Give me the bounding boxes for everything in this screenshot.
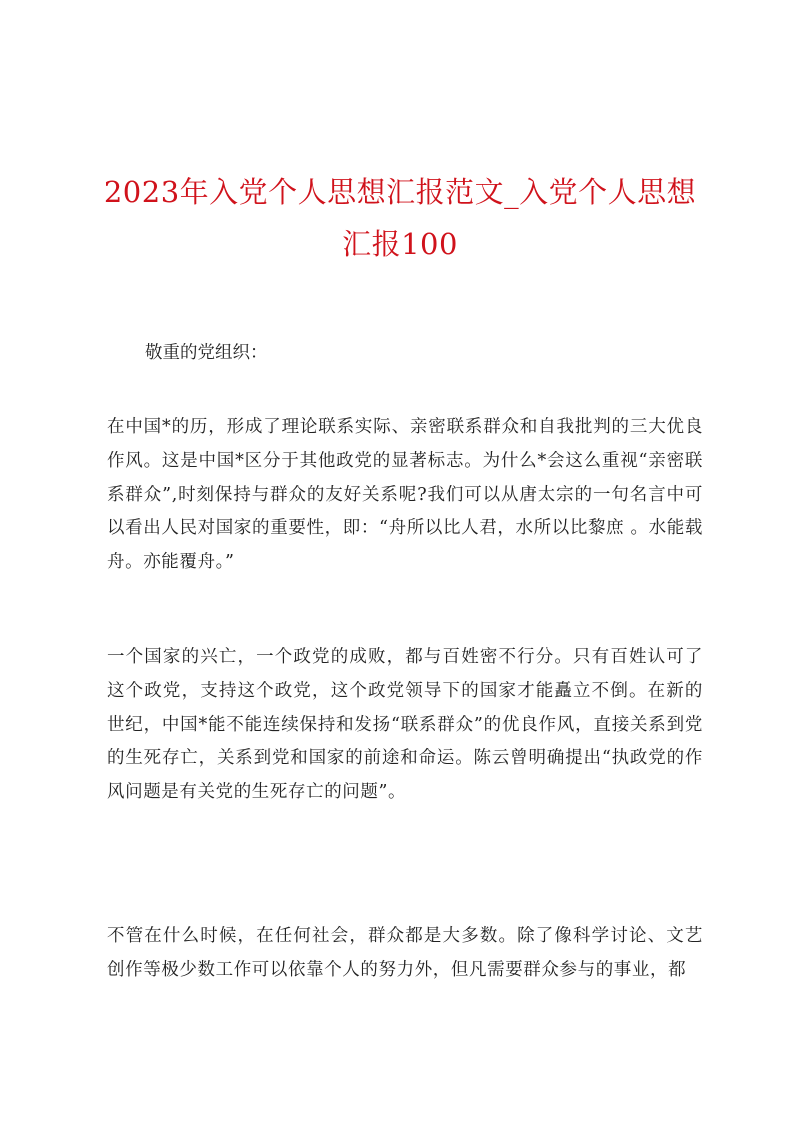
- paragraph-2: 一个国家的兴亡，一个政党的成败，都与百姓密不行分。只有百姓认可了这个政党，支持这个政党，这个政党领导下的国家才能矗立不倒。在新的世纪，中国*能不能连续保持和发扬“联系群众”的优良作风，直接关系到党的生死存亡，关系到党和国家的前途和命运。陈云曾明确提出“执政党的作风问题是有关党的生死存亡的问题”。: [107, 647, 703, 803]
- salutation: 敬重的党组织：: [145, 343, 268, 363]
- document-title: 2023年入党个人思想汇报范文_入党个人思想汇报100: [103, 175, 697, 261]
- paragraph-1: 在中国*的历，形成了理论联系实际、亲密联系群众和自我批判的三大优良作风。这是中国*区分于其他政党的显著标志。为什么*会这么重视“亲密联系群众”,时刻保持与群众的友好关系呢?我们可以从唐太宗的一句名言中可以看出人民对国家的重要性，即：“舟所以比人君，水所以比黎庶 。水能载舟。亦能覆舟。”: [107, 417, 703, 573]
- paragraph-3: 不管在什么时候，在任何社会，群众都是大多数。除了像科学讨论、文艺创作等极少数工作可以依靠个人的努力外，但凡需要群众参与的事业，都: [107, 926, 703, 980]
